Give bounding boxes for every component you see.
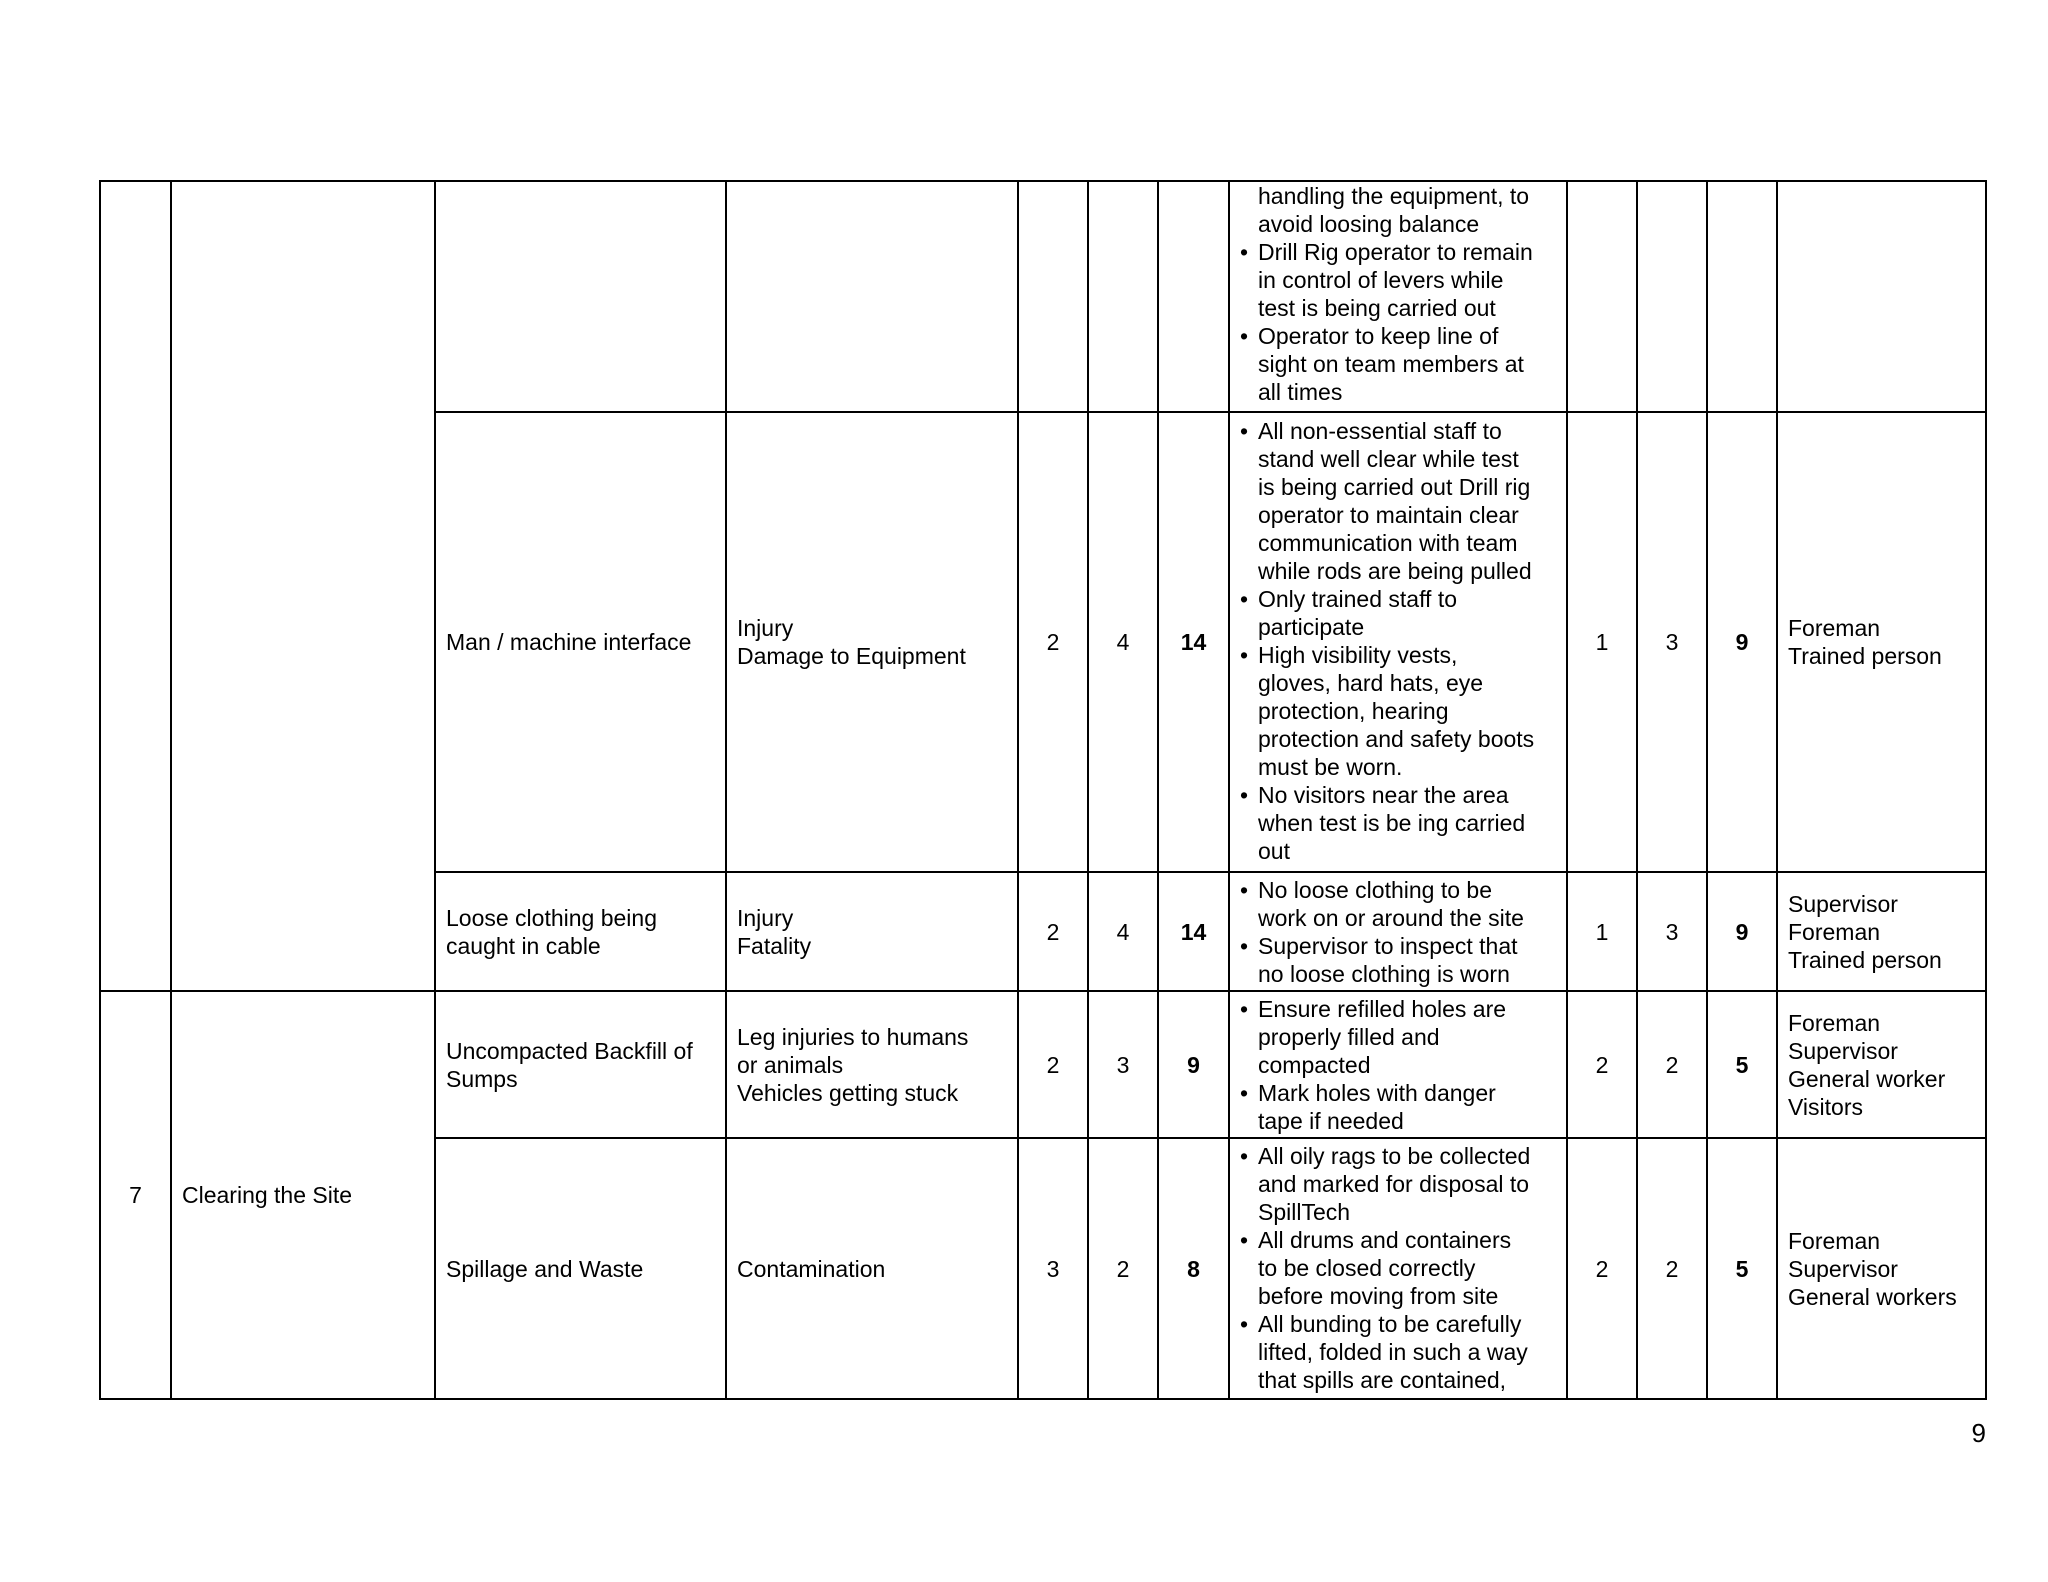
responsible-cell [1777,181,1986,412]
responsible-text: Trained person [1788,643,1942,669]
control-line: out [1258,838,1290,864]
hazard-cell [435,181,726,412]
control-measure [1240,322,1562,406]
hazard-text: caught in cable [446,932,601,959]
responsible-text: General worker [1788,1065,1946,1092]
control-line: • All drums and containers [1258,1227,1512,1253]
table-row [100,181,1986,412]
control-line: protection and safety boots [1258,726,1535,752]
likelihood-before-cell [1018,181,1088,412]
control-line: all times [1258,379,1343,405]
control-line: • Drill Rig operator to remain [1258,239,1533,265]
control-measure [1240,1310,1562,1394]
likelihood-before-cell: 2 [1018,872,1088,991]
rating-after-cell: 5 [1707,1138,1777,1399]
control-measure [1240,781,1562,865]
likelihood-after-cell: 2 [1567,991,1637,1138]
control-line: test is being carried out [1258,295,1496,321]
control-line: • Operator to keep line of [1258,323,1499,349]
control-measure [1240,1142,1562,1226]
rating-after-cell: 9 [1707,872,1777,991]
control-measure [1240,995,1562,1079]
control-line: before moving from site [1258,1283,1499,1309]
severity-before-cell: 3 [1088,991,1158,1138]
responsible-text: Supervisor [1788,1037,1898,1064]
risk-text: Injury [737,904,794,931]
control-measure [1240,417,1562,585]
control-measure [1240,641,1562,781]
responsible-text: Visitors [1788,1093,1863,1120]
control-line: • All oily rags to be collected [1258,1143,1531,1169]
risk-text: Vehicles getting stuck [737,1079,959,1106]
risk-cell [726,872,1018,991]
control-line: properly filled and [1258,1024,1440,1050]
control-measures-cell [1229,412,1567,872]
hazard-text: Sumps [446,1065,518,1092]
table-row [100,991,1986,1138]
activity-cell [171,181,435,991]
severity-after-cell: 3 [1637,412,1707,872]
rating-before-cell [1158,181,1229,412]
control-line: • Only trained staff to [1258,586,1458,612]
risk-assessment-table [99,180,1987,1400]
risk-cell [726,181,1018,412]
severity-before-cell: 4 [1088,412,1158,872]
control-measures-cell [1229,1138,1567,1399]
hazard-cell [435,412,726,872]
responsible-cell [1777,991,1986,1138]
responsible-cell [1777,872,1986,991]
control-line: tape if needed [1258,1108,1404,1134]
risk-text: Fatality [737,932,812,959]
control-line: that spills are contained, [1258,1367,1507,1393]
rating-after-cell [1707,181,1777,412]
control-line: work on or around the site [1258,905,1524,931]
control-line: handling the equipment, to [1258,183,1530,209]
control-measures-cell [1229,181,1567,412]
severity-after-cell [1637,181,1707,412]
hazard-text: Spillage and Waste [446,1255,644,1282]
control-line: • No loose clothing to be [1258,877,1492,903]
control-line: • Mark holes with danger [1258,1080,1496,1106]
likelihood-after-cell [1567,181,1637,412]
control-measure-continued [1240,182,1562,238]
hazard-cell [435,991,726,1138]
control-line: is being carried out Drill rig [1258,474,1531,500]
rating-after-cell: 9 [1707,412,1777,872]
rating-before-cell: 8 [1158,1138,1229,1399]
control-line: in control of levers while [1258,267,1504,293]
control-line: sight on team members at [1258,351,1524,377]
control-line: and marked for disposal to [1258,1171,1530,1197]
responsible-text: Foreman [1788,615,1881,641]
control-measure [1240,1079,1562,1135]
risk-text: Leg injuries to humans [737,1023,969,1050]
control-measures-cell [1229,872,1567,991]
severity-after-cell: 2 [1637,991,1707,1138]
likelihood-after-cell: 1 [1567,872,1637,991]
risk-cell [726,991,1018,1138]
control-line: • Ensure refilled holes are [1258,996,1507,1022]
likelihood-before-cell: 2 [1018,991,1088,1138]
control-line: protection, hearing [1258,698,1449,724]
control-line: to be closed correctly [1258,1255,1476,1281]
rating-before-cell: 14 [1158,412,1229,872]
control-line: participate [1258,614,1365,640]
activity-cell: Clearing the Site [171,991,435,1399]
control-line: avoid loosing balance [1258,211,1480,237]
control-line: communication with team [1258,530,1518,556]
hazard-text: Man / machine interface [446,629,692,655]
responsible-text: General workers [1788,1283,1957,1310]
item-number-cell: 7 [100,991,171,1399]
control-line: stand well clear while test [1258,446,1519,472]
severity-before-cell: 2 [1088,1138,1158,1399]
hazard-cell [435,1138,726,1399]
likelihood-after-cell: 1 [1567,412,1637,872]
responsible-text: Foreman [1788,1009,1881,1036]
likelihood-before-cell: 2 [1018,412,1088,872]
severity-before-cell [1088,181,1158,412]
responsible-cell [1777,1138,1986,1399]
risk-cell [726,1138,1018,1399]
control-line: no loose clothing is worn [1258,961,1510,987]
risk-text: Damage to Equipment [737,643,966,669]
risk-cell [726,412,1018,872]
control-measure [1240,585,1562,641]
control-line: operator to maintain clear [1258,502,1519,528]
risk-text: Contamination [737,1255,886,1282]
rating-before-cell: 9 [1158,991,1229,1138]
responsible-cell [1777,412,1986,872]
control-line: compacted [1258,1052,1371,1078]
control-line: • High visibility vests, [1258,642,1458,668]
control-line: • All bunding to be carefully [1258,1311,1522,1337]
control-measure [1240,1226,1562,1310]
severity-after-cell: 3 [1637,872,1707,991]
control-line: while rods are being pulled [1258,558,1532,584]
likelihood-after-cell: 2 [1567,1138,1637,1399]
control-line: lifted, folded in such a way [1258,1339,1528,1365]
control-line: must be worn. [1258,754,1403,780]
responsible-text: Supervisor [1788,890,1898,917]
hazard-text: Uncompacted Backfill of [446,1037,693,1064]
control-measure [1240,876,1562,932]
rating-before-cell: 14 [1158,872,1229,991]
control-line: • All non-essential staff to [1258,418,1502,444]
hazard-cell [435,872,726,991]
risk-text: Injury [737,615,794,641]
responsible-text: Foreman [1788,918,1881,945]
responsible-text: Trained person [1788,946,1942,973]
page-number: 9 [1971,1418,1986,1448]
control-measure [1240,238,1562,322]
rating-after-cell: 5 [1707,991,1777,1138]
control-line: • No visitors near the area [1258,782,1509,808]
control-line: SpillTech [1258,1199,1351,1225]
severity-after-cell: 2 [1637,1138,1707,1399]
responsible-text: Supervisor [1788,1255,1898,1282]
likelihood-before-cell: 3 [1018,1138,1088,1399]
risk-text: or animals [737,1051,844,1078]
severity-before-cell: 4 [1088,872,1158,991]
control-measures-cell [1229,991,1567,1138]
responsible-text: Foreman [1788,1227,1881,1254]
control-line: • Supervisor to inspect that [1258,933,1518,959]
item-number-cell [100,181,171,991]
control-measure [1240,932,1562,988]
hazard-text: Loose clothing being [446,904,657,931]
control-line: gloves, hard hats, eye [1258,670,1484,696]
control-line: when test is be ing carried [1258,810,1526,836]
